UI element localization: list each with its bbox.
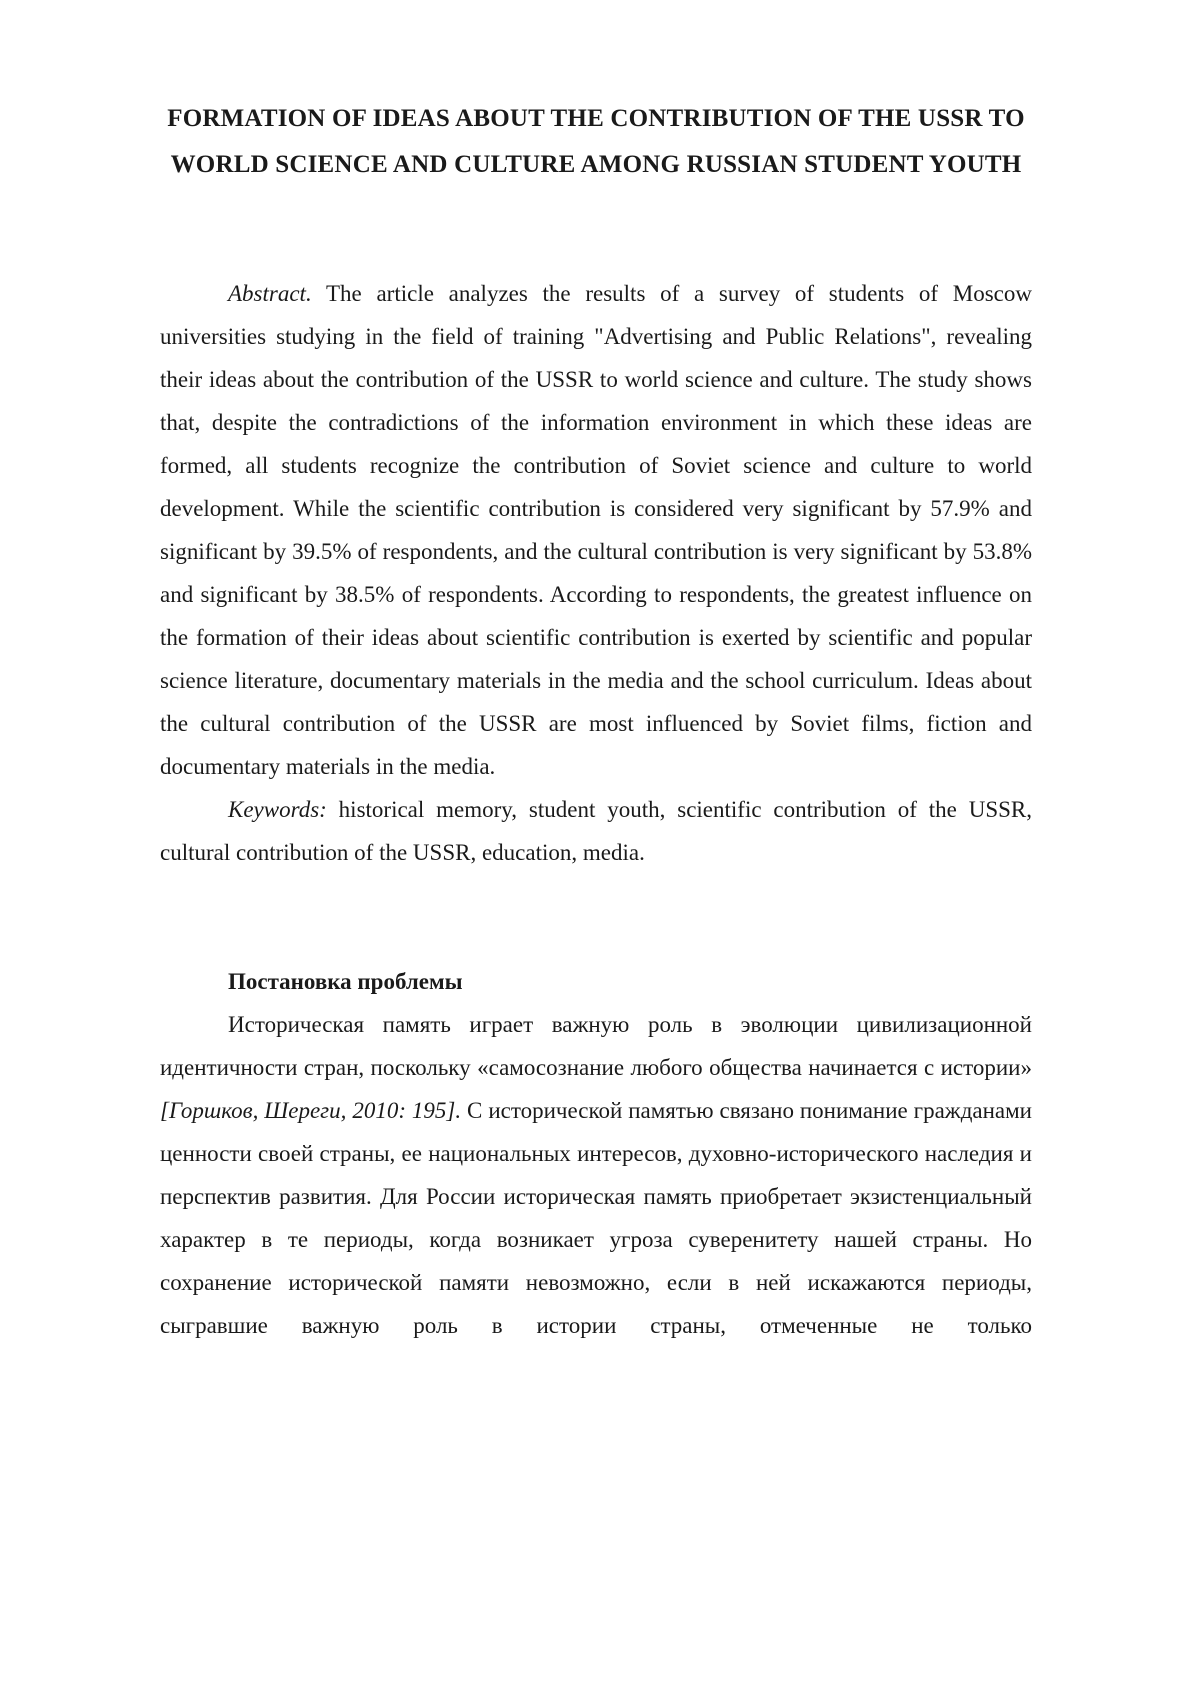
problem-statement-paragraph: [160, 1003, 1032, 1347]
keywords-text: historical memory, student youth, scientific contribution of the USSR, cultural contribution of the USSR, education, media.: [160, 797, 1032, 865]
abstract-text: The article analyzes the results of a survey of students of Moscow universities studying in the field of training "Advertising and Public Relations", revealing their ideas about the contribution of the USSR to world science and culture. The study shows that, despite the contradictions of the information environment in which these ideas are formed, all students recognize the contribution of Soviet science and culture to world development. While the scientific contribution is considered very significant by 57.9% and significant by 39.5% of respondents, and the cultural contribution is very significant by 53.8% and significant by 38.5% of respondents. According to respondents, the greatest influence on the formation of their ideas about scientific contribution is exerted by scientific and popular science literature, documentary materials in the media and the school curriculum. Ideas about the cultural contribution of the USSR are most influenced by Soviet films, fiction and documentary materials in the media.: [160, 281, 1032, 779]
blank-line: [160, 874, 1032, 917]
abstract-label: Abstract.: [228, 281, 312, 306]
paragraph-text-part1: Историческая память играет важную роль в эволюции цивилизационной идентичности стран, поскольку «самосознание любого общества начинается с истории»: [160, 1012, 1032, 1080]
keywords-label: Keywords:: [228, 797, 327, 822]
document-title: FORMATION OF IDEAS ABOUT THE CONTRIBUTION OF THE USSR TO WORLD SCIENCE AND CULTURE AMONG RUSSIAN STUDENT YOUTH: [167, 105, 1025, 178]
paragraph-text-part2: С исторической памятью связано понимание гражданами ценности своей страны, ее национальных интересов, духовно-исторического наследия и перспектив развития. Для России историческая память приобретает экзистенциальный характер в те периоды, когда возникает угроза суверенитету нашей страны. Но сохранение исторической памяти невозможно, если в ней искажаются периоды, сыгравшие важную роль в истории страны, отмеченные не только: [160, 1098, 1032, 1338]
abstract-paragraph: [160, 272, 1032, 788]
section-heading: Постановка проблемы: [228, 969, 463, 994]
keywords-paragraph: [160, 788, 1032, 874]
paragraph-citation: [Горшков, Шереги, 2010: 195].: [160, 1098, 462, 1123]
